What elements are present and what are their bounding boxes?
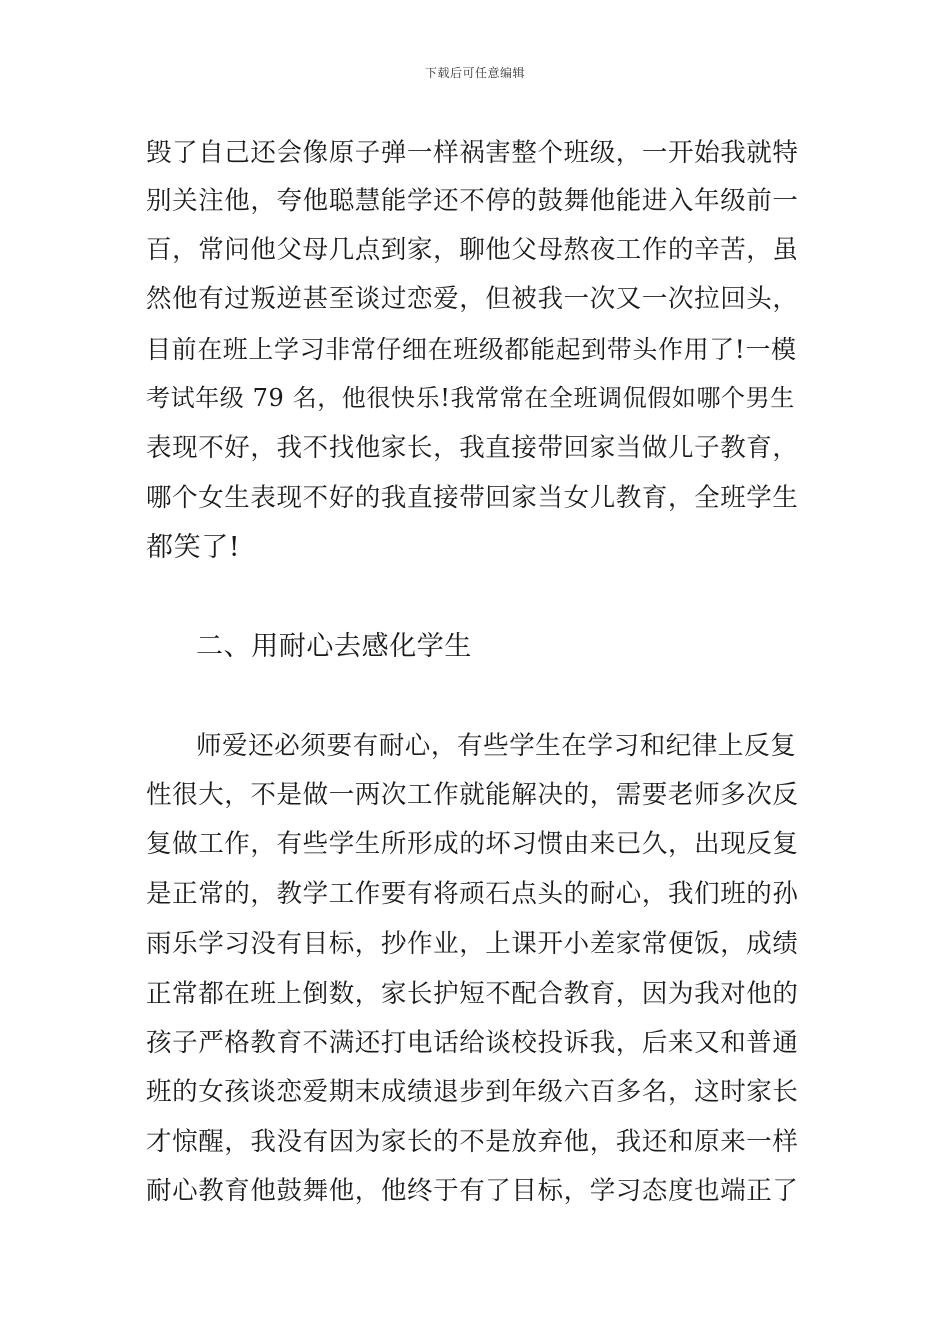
text-line: 雨乐学习没有目标，抄作业，上课开小差家常便饭，成绩	[146, 929, 799, 959]
text-line: 哪个女生表现不好的我直接带回家当女儿教育，全班学生	[146, 483, 799, 513]
text-line: 百，常问他父母几点到家，聊他父母熬夜工作的辛苦，虽	[146, 235, 799, 265]
text-line: 表现不好，我不找他家长，我直接带回家当做儿子教育，	[146, 433, 799, 463]
text-line: 都笑了!	[146, 532, 241, 563]
text-line: 毁了自己还会像原子弹一样祸害整个班级，一开始我就特	[146, 138, 799, 168]
text-line: 考试年级 79 名，他很快乐!我常常在全班调侃假如哪个男生	[146, 384, 795, 412]
text-line: 才惊醒，我没有因为家长的不是放弃他，我还和原来一样	[146, 1127, 799, 1157]
text-line: 性很大，不是做一两次工作就能解决的，需要老师多次反	[146, 780, 799, 810]
text-line: 别关注他，夸他聪慧能学还不停的鼓舞他能进入年级前一	[146, 186, 799, 216]
text-line: 孩子严格教育不满还打电话给谈校投诉我，后来又和普通	[146, 1028, 799, 1058]
text-line: 耐心教育他鼓舞他，他终于有了目标，学习态度也端正了	[146, 1176, 799, 1206]
section-heading: 二、用耐心去感化学生	[196, 631, 472, 662]
text-line: 然他有过叛逆甚至谈过恋爱，但被我一次又一次拉回头，	[146, 284, 799, 314]
text-line: 班的女孩谈恋爱期末成绩退步到年级六百多名，这时家长	[146, 1077, 799, 1107]
page-header: 下载后可任意编辑	[424, 66, 525, 80]
text-line: 师爱还必须要有耐心，有些学生在学习和纪律上反复	[196, 731, 797, 761]
text-line: 是正常的，教学工作要有将顽石点头的耐心，我们班的孙	[146, 879, 799, 909]
text-line: 目前在班上学习非常仔细在班级都能起到带头作用了!一模	[146, 335, 797, 364]
text-line: 复做工作，有些学生所形成的坏习惯由来已久，出现反复	[146, 829, 799, 859]
text-line: 正常都在班上倒数，家长护短不配合教育，因为我对他的	[146, 979, 799, 1009]
